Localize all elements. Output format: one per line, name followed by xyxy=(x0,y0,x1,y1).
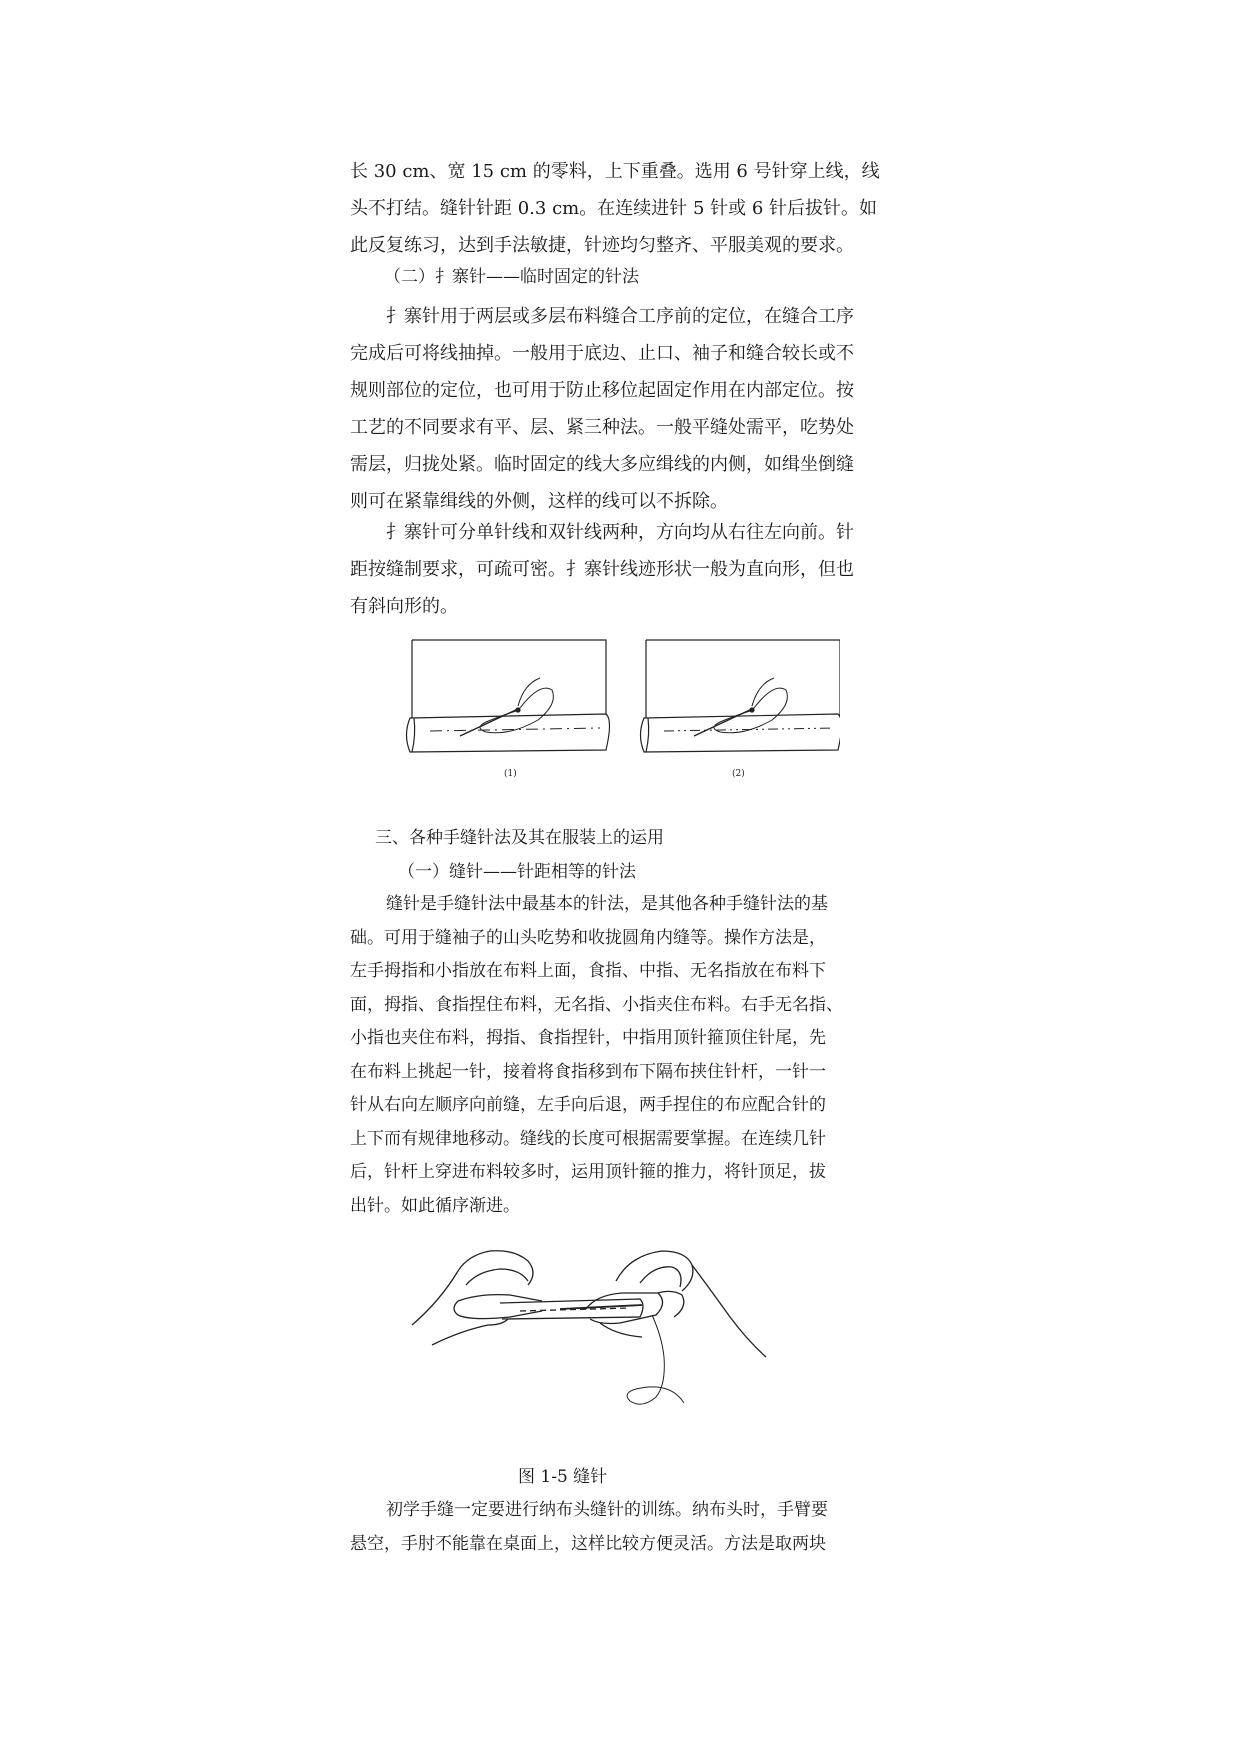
text-line: 上下而有规律地移动。缝线的长度可根据需要掌握。在连续几针 xyxy=(350,1128,826,1149)
text-line: 距按缝制要求，可疏可密。扌寨针线迹形状一般为直向形，但也 xyxy=(350,559,854,580)
text-line: 则可在紧靠缉线的外侧，这样的线可以不拆除。 xyxy=(350,491,728,512)
figure-label-2: (2) xyxy=(732,769,745,779)
text-line: 头不打结。缝针针距 0.3 cm。在连续进针 5 针或 6 针后拔针。如 xyxy=(350,198,878,219)
text-line: 础。可用于缝袖子的山头吃势和收拢圆角内缝等。操作方法是， xyxy=(350,927,826,948)
text-line: 悬空，手肘不能靠在桌面上，这样比较方便灵活。方法是取两块 xyxy=(350,1533,826,1554)
feng-description-paragraph xyxy=(350,888,850,1223)
cai-stitch-figure xyxy=(400,636,840,781)
section-heading-cai: （二）扌寨针——临时固定的针法 xyxy=(384,267,639,287)
text-line: 规则部位的定位，也可用于防止移位起固定作用在内部定位。按 xyxy=(350,380,854,401)
sewing-hands-illustration xyxy=(410,1245,790,1420)
text-line: 初学手缝一定要进行纳布头缝针的训练。纳布头时，手臂要 xyxy=(386,1500,828,1520)
cai-description-paragraph xyxy=(350,298,870,520)
intro-paragraph xyxy=(350,153,880,264)
text-line: 缝针是手缝针法中最基本的针法，是其他各种手缝针法的基 xyxy=(386,894,828,914)
text-line: 此反复练习，达到手法敏捷，针迹均匀整齐、平服美观的要求。 xyxy=(350,235,854,256)
practice-paragraph xyxy=(350,1494,850,1561)
section-3-heading: 三、各种手缝针法及其在服装上的运用 xyxy=(375,828,664,848)
text-line: 扌寨针用于两层或多层布料缝合工序前的定位，在缝合工序 xyxy=(386,306,854,327)
text-line: 工艺的不同要求有平、层、紧三种法。一般平缝处需平，吃势处 xyxy=(350,417,854,438)
figure-label-1: (1) xyxy=(504,769,517,779)
text-line: 小指也夹住布料，拇指、食指捏针，中指用顶针箍顶住针尾，先 xyxy=(350,1028,826,1048)
text-line: 需层，归拢处紧。临时固定的线大多应缉线的内侧，如缉坐倒缝 xyxy=(350,454,854,475)
text-line: 面，拇指、食指捏住布料，无名指、小指夹住布料。右手无名指、 xyxy=(350,994,843,1015)
cai-types-paragraph xyxy=(350,514,870,625)
figure-caption: 图 1-5 缝针 xyxy=(518,1467,608,1487)
text-line: 出针。如此循序渐进。 xyxy=(350,1195,520,1216)
text-line: 扌寨针可分单针线和双针线两种，方向均从右往左向前。针 xyxy=(386,522,854,543)
text-line: 长 30 cm、宽 15 cm 的零料，上下重叠。选用 6 号针穿上线，线 xyxy=(350,161,880,182)
text-line: 有斜向形的。 xyxy=(350,596,458,617)
text-line: 完成后可将线抽掉。一般用于底边、止口、袖子和缝合较长或不 xyxy=(350,343,854,364)
subheading-feng: （一）缝针——针距相等的针法 xyxy=(398,862,636,882)
text-line: 针从右向左顺序向前缝，左手向后退，两手捏住的布应配合针的 xyxy=(350,1095,826,1115)
figure-panel-1 xyxy=(407,640,610,752)
text-line: 在布料上挑起一针，接着将食指移到布下隔布挟住针杆，一针一 xyxy=(350,1061,826,1082)
text-line: 左手拇指和小指放在布料上面，食指、中指、无名指放在布料下 xyxy=(350,961,826,981)
text-line: 后，针杆上穿进布料较多时，运用顶针箍的推力，将针顶足，拔 xyxy=(350,1162,826,1182)
figure-panel-2 xyxy=(641,640,841,752)
